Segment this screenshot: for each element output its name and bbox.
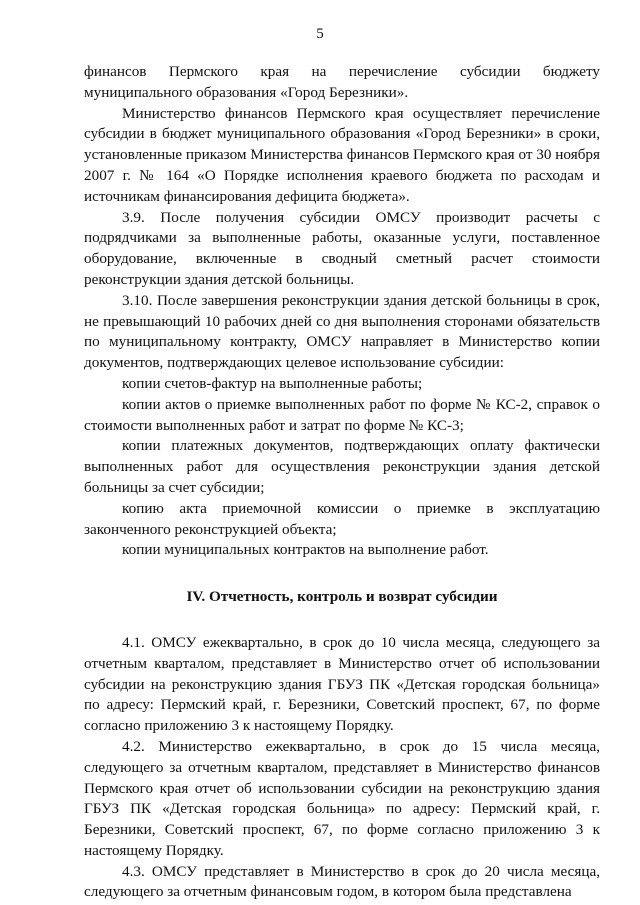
paragraph-4-1: 4.1. ОМСУ ежеквартально, в срок до 10 числа месяца, следующего за отчетным кварталом, представляет в Министерство отчет об использовании субсидии на реконструкцию здания ГБУЗ ПК «Детская городская больница» по адресу: Пермский край, г. Березники, Советский проспект, 67, по форме согласно приложению 3 к настоящему Порядку.	[84, 633, 600, 735]
paragraph-continuation: финансов Пермского края на перечисление субсидии бюджету муниципального образования «Город Березники».	[84, 63, 600, 101]
section-heading: IV. Отчетность, контроль и возврат субсидии	[186, 588, 498, 606]
list-item-commission-act: копию акта приемочной комиссии о приемке в эксплуатацию законченного реконструкцией объекта;	[84, 499, 600, 538]
paragraph-4-3: 4.3. ОМСУ представляет в Министерство в срок до 20 числа месяца, следующего за отчетным финансовым годом, в котором была представлена	[84, 862, 600, 901]
paragraph-4-2: 4.2. Министерство ежеквартально, в срок до 15 числа месяца, следующего за отчетным кварталом, представляет в Министерство финансов Пермского края отчет об использовании субсидии на реконструкцию здания ГБУЗ ПК «Детская городская больница» по адресу: Пермский край, г. Березники, Советский проспект, 67, по форме согласно приложению 3 к настоящему Порядку.	[84, 737, 600, 859]
page-number: 5	[316, 26, 324, 42]
paragraph-3-10: 3.10. После завершения реконструкции здания детской больницы в срок, не превышающий 10 рабочих дней со дня выполнения сторонами обязательств по муниципальному контракту, ОМСУ направляет в Министерство копии документов, подтверждающих целевое использование субсидии:	[84, 291, 600, 372]
paragraph-transfer-terms: Министерство финансов Пермского края осуществляет перечисление субсидии в бюджет муниципального образования «Город Березники» в сроки, установленные приказом Министерства финансов Пермского края от 30 ноября 2007 г. № 164 «О Порядке исполнения краевого бюджета по расходам и источникам финансирования дефицита бюджета».	[84, 104, 600, 205]
list-item-invoices: копии счетов-фактур на выполненные работы;	[122, 374, 423, 392]
list-item-acceptance-acts: копии актов о приемке выполненных работ по форме № КС-2, справок о стоимости выполненных работ и затрат по форме № КС-3;	[84, 395, 600, 434]
paragraph-3-9: 3.9. После получения субсидии ОМСУ производит расчеты с подрядчиками за выполненные работы, оказанные услуги, поставленное оборудование, включенные в сводный сметный расчет стоимости реконструкции здания детской больницы.	[84, 208, 600, 288]
list-item-payment-documents: копии платежных документов, подтверждающих оплату фактически выполненных работ для осуществления реконструкции здания детской больницы за счет субсидии;	[84, 437, 600, 496]
document-body	[84, 62, 600, 903]
list-item-contracts: копии муниципальных контрактов на выполнение работ.	[122, 541, 489, 559]
